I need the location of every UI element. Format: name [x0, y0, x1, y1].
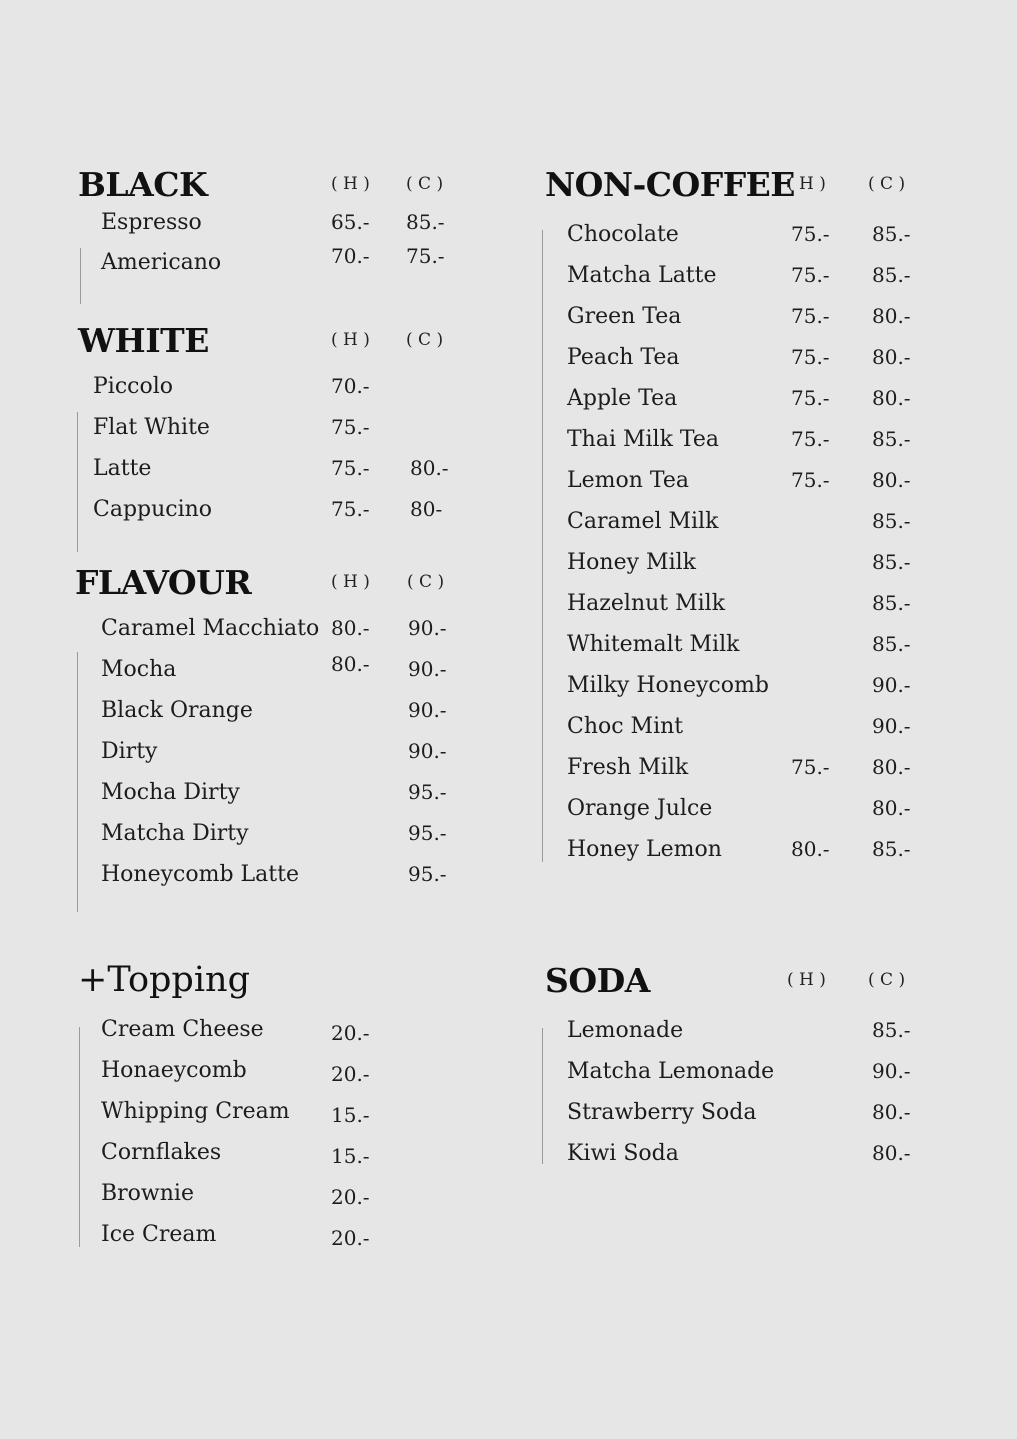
item-hot-price: 75.-: [791, 345, 830, 369]
item-price: 15.-: [331, 1144, 370, 1168]
item-cold-price: 85.-: [406, 210, 445, 234]
item-cold-price: 90.-: [408, 698, 447, 722]
item-cold-price: 85.-: [872, 632, 911, 656]
menu-row: [545, 591, 985, 621]
soda-hot-label: ( H ): [787, 970, 826, 990]
menu-row: [75, 739, 475, 769]
menu-row: [78, 1058, 478, 1088]
flavour-heading: FLAVOUR: [75, 563, 252, 602]
item-name: Hazelnut Milk: [567, 591, 726, 616]
item-name: Flat White: [93, 415, 210, 440]
menu-row: [545, 1059, 985, 1089]
item-cold-price: 85.-: [872, 550, 911, 574]
item-name: Espresso: [101, 210, 202, 235]
flavour-section: [75, 563, 475, 916]
menu-row: [75, 780, 475, 810]
item-hot-price: 75.-: [791, 755, 830, 779]
item-cold-price: 80.-: [872, 304, 911, 328]
item-name: Black Orange: [101, 698, 253, 723]
black-section: [78, 165, 478, 308]
menu-row: [545, 468, 985, 498]
item-price: 20.-: [331, 1185, 370, 1209]
black-hot-label: ( H ): [331, 174, 370, 194]
menu-row: [78, 1222, 478, 1252]
item-name: Americano: [101, 250, 222, 275]
item-cold-price: 90.-: [872, 1059, 911, 1083]
item-hot-price: 75.-: [791, 386, 830, 410]
noncoffee-cold-label: ( C ): [868, 174, 906, 194]
item-name: Orange Julce: [567, 796, 713, 821]
item-cold-price: 80.-: [872, 468, 911, 492]
menu-row: [545, 837, 985, 867]
item-cold-price: 85.-: [872, 1018, 911, 1042]
black-heading: BLACK: [78, 165, 208, 204]
item-name: Whitemalt Milk: [567, 632, 740, 657]
menu-row: [545, 1018, 985, 1048]
item-name: Milky Honeycomb: [567, 673, 769, 698]
menu-row: [545, 222, 985, 252]
item-cold-price: 95.-: [408, 862, 447, 886]
flavour-hot-label: ( H ): [331, 572, 370, 592]
soda-divider: [542, 1028, 543, 1164]
item-hot-price: 75.-: [791, 304, 830, 328]
menu-row: [545, 550, 985, 580]
item-name: Mocha Dirty: [101, 780, 240, 805]
item-cold-price: 95.-: [408, 780, 447, 804]
item-hot-price: 75.-: [791, 222, 830, 246]
item-cold-price: 75.-: [406, 244, 445, 268]
noncoffee-hot-label: ( H ): [787, 174, 826, 194]
item-hot-price: 75.-: [331, 497, 370, 521]
item-name: Caramel Milk: [567, 509, 719, 534]
item-name: Lemonade: [567, 1018, 684, 1043]
item-name: Brownie: [101, 1181, 194, 1206]
item-name: Caramel Macchiato: [101, 616, 320, 641]
item-cold-price: 90.-: [872, 714, 911, 738]
item-hot-price: 75.-: [791, 263, 830, 287]
item-name: Dirty: [101, 739, 158, 764]
menu-row: [545, 263, 985, 293]
menu-row: [545, 304, 985, 334]
item-cold-price: 85.-: [872, 222, 911, 246]
item-hot-price: 70.-: [331, 374, 370, 398]
item-cold-price: 80.-: [872, 1141, 911, 1165]
menu-row: [78, 456, 478, 486]
menu-row: [75, 652, 475, 687]
item-name: Piccolo: [93, 374, 174, 399]
item-name: Latte: [93, 456, 152, 481]
noncoffee-heading: NON-COFFEE: [545, 165, 795, 204]
menu-row: [545, 673, 985, 703]
menu-row: [78, 1099, 478, 1129]
item-cold-price: 80.-: [872, 345, 911, 369]
item-cold-price: 90.-: [872, 673, 911, 697]
item-cold-price: 85.-: [872, 263, 911, 287]
item-name: Green Tea: [567, 304, 682, 329]
item-name: Fresh Milk: [567, 755, 689, 780]
item-hot-price: 75.-: [331, 415, 370, 439]
menu-row: [78, 244, 478, 280]
menu-row: [78, 1181, 478, 1211]
soda-cold-label: ( C ): [868, 970, 906, 990]
item-name: Peach Tea: [567, 345, 680, 370]
white-section: [78, 321, 478, 554]
item-hot-price: 75.-: [791, 427, 830, 451]
menu-row: [75, 616, 475, 646]
menu-row: [545, 427, 985, 457]
item-cold-price: 85.-: [872, 837, 911, 861]
item-cold-price: 80-: [410, 497, 443, 521]
item-cold-price: 80.-: [872, 755, 911, 779]
item-cold-price: 85.-: [872, 591, 911, 615]
item-name: Apple Tea: [567, 386, 678, 411]
item-hot-price: 75.-: [791, 468, 830, 492]
black-cold-label: ( C ): [406, 174, 444, 194]
item-hot-price: 75.-: [331, 456, 370, 480]
item-name: Strawberry Soda: [567, 1100, 757, 1125]
item-cold-price: 90.-: [408, 616, 447, 640]
item-name: Chocolate: [567, 222, 679, 247]
item-name: Matcha Latte: [567, 263, 717, 288]
item-name: Honey Lemon: [567, 837, 722, 862]
item-cold-price: 80.-: [872, 796, 911, 820]
menu-row: [545, 509, 985, 539]
menu-row: [78, 1017, 478, 1047]
item-cold-price: 90.-: [408, 657, 447, 681]
menu-row: [78, 497, 478, 527]
item-hot-price: 80.-: [331, 652, 370, 676]
white-hot-label: ( H ): [331, 330, 370, 350]
flavour-cold-label: ( C ): [407, 572, 445, 592]
item-cold-price: 90.-: [408, 739, 447, 763]
item-cold-price: 85.-: [872, 427, 911, 451]
topping-section: [78, 960, 478, 1253]
item-cold-price: 80.-: [410, 456, 449, 480]
item-cold-price: 80.-: [872, 386, 911, 410]
item-hot-price: 70.-: [331, 244, 370, 268]
noncoffee-section: [545, 165, 985, 868]
item-name: Thai Milk Tea: [567, 427, 720, 452]
item-name: Cappucino: [93, 497, 213, 522]
item-name: Kiwi Soda: [567, 1141, 679, 1166]
item-hot-price: 65.-: [331, 210, 370, 234]
item-name: Matcha Lemonade: [567, 1059, 775, 1084]
menu-row: [545, 714, 985, 744]
item-hot-price: 80.-: [331, 616, 370, 640]
white-heading: WHITE: [78, 321, 209, 360]
menu-row: [545, 1141, 985, 1171]
soda-heading: SODA: [545, 961, 650, 1000]
menu-row: [78, 1140, 478, 1170]
item-hot-price: 80.-: [791, 837, 830, 861]
menu-row: [545, 755, 985, 785]
topping-heading: +Topping: [78, 960, 250, 1000]
item-name: Ice Cream: [101, 1222, 217, 1247]
menu-row: [545, 1100, 985, 1130]
menu-row: [75, 862, 475, 892]
item-price: 20.-: [331, 1021, 370, 1045]
item-name: Honaeycomb: [101, 1058, 247, 1083]
item-name: Cream Cheese: [101, 1017, 264, 1042]
item-name: Honeycomb Latte: [101, 862, 299, 887]
item-name: Matcha Dirty: [101, 821, 249, 846]
item-name: Whipping Cream: [101, 1099, 290, 1124]
menu-row: [78, 210, 478, 240]
item-name: Honey Milk: [567, 550, 696, 575]
item-cold-price: 80.-: [872, 1100, 911, 1124]
noncoffee-divider: [542, 230, 543, 862]
menu-row: [545, 796, 985, 826]
item-cold-price: 85.-: [872, 509, 911, 533]
item-cold-price: 95.-: [408, 821, 447, 845]
menu-row: [545, 345, 985, 375]
item-name: Lemon Tea: [567, 468, 689, 493]
menu-row: [545, 632, 985, 662]
item-price: 20.-: [331, 1226, 370, 1250]
item-price: 20.-: [331, 1062, 370, 1086]
menu-row: [545, 386, 985, 416]
menu-row: [78, 415, 478, 445]
item-price: 15.-: [331, 1103, 370, 1127]
white-cold-label: ( C ): [406, 330, 444, 350]
item-name: Mocha: [101, 657, 177, 682]
menu-row: [78, 374, 478, 404]
item-name: Choc Mint: [567, 714, 684, 739]
menu-row: [75, 821, 475, 851]
soda-section: [545, 961, 985, 1174]
item-name: Cornflakes: [101, 1140, 222, 1165]
menu-row: [75, 698, 475, 728]
